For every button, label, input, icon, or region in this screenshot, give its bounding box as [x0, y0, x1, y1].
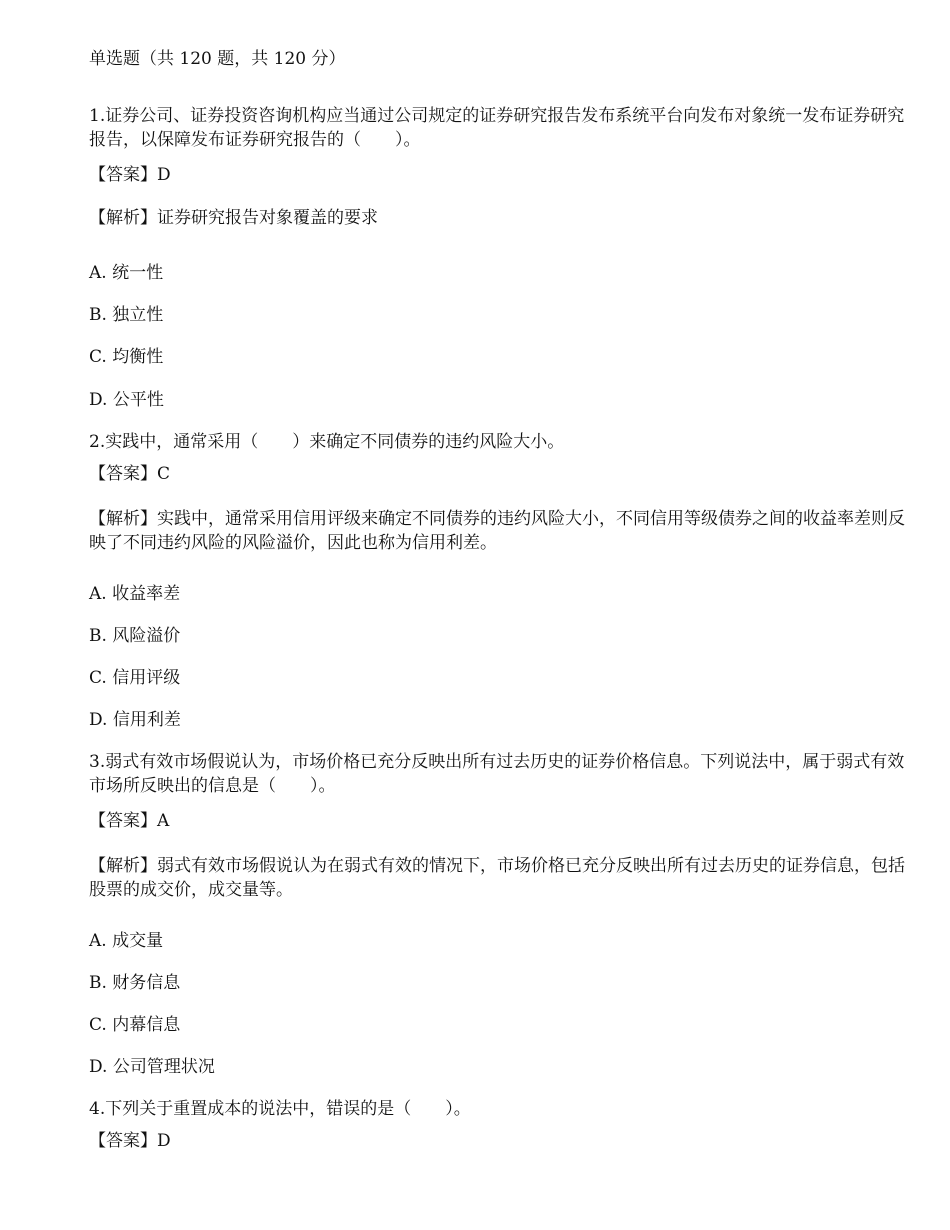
option-c: C. 内幕信息 [89, 1015, 181, 1035]
analysis-line: 【解析】证券研究报告对象覆盖的要求 [89, 208, 378, 228]
option-c: C. 均衡性 [89, 347, 164, 367]
analysis-line: 【解析】实践中，通常采用信用评级来确定不同债券的违约风险大小，不同信用等级债券之间的收益率差则反映了不同违约风险的风险溢价，因此也称为信用利差。 [89, 509, 905, 553]
option-c: C. 信用评级 [89, 668, 181, 688]
option-b: B. 风险溢价 [89, 626, 181, 646]
option-a: A. 统一性 [89, 263, 164, 283]
option-a: A. 成交量 [89, 931, 164, 951]
question-stem: 1.证券公司、证券投资咨询机构应当通过公司规定的证券研究报告发布系统平台向发布对象统一发布证券研究报告，以保障发布证券研究报告的（ ）。 [89, 106, 905, 150]
analysis-line: 【解析】弱式有效市场假说认为在弱式有效的情况下，市场价格已充分反映出所有过去历史的证券信息，包括股票的成交价，成交量等。 [89, 856, 905, 900]
section-title: 单选题（共 120 题，共 120 分） [89, 49, 346, 69]
answer-line: 【答案】D [89, 1131, 171, 1151]
answer-line: 【答案】A [89, 811, 170, 831]
answer-line: 【答案】C [89, 464, 171, 484]
option-d: D. 信用利差 [89, 710, 181, 730]
question-stem: 2.实践中，通常采用（ ）来确定不同债券的违约风险大小。 [89, 432, 565, 452]
question-stem: 3.弱式有效市场假说认为，市场价格已充分反映出所有过去历史的证券价格信息。下列说法中，属于弱式有效市场所反映出的信息是（ ）。 [89, 752, 905, 796]
option-d: D. 公平性 [89, 390, 164, 410]
answer-line: 【答案】D [89, 165, 171, 185]
option-d: D. 公司管理状况 [89, 1057, 215, 1077]
question-stem: 4.下列关于重置成本的说法中，错误的是（ ）。 [89, 1099, 471, 1119]
option-b: B. 财务信息 [89, 973, 181, 993]
option-a: A. 收益率差 [89, 584, 181, 604]
option-b: B. 独立性 [89, 305, 164, 325]
